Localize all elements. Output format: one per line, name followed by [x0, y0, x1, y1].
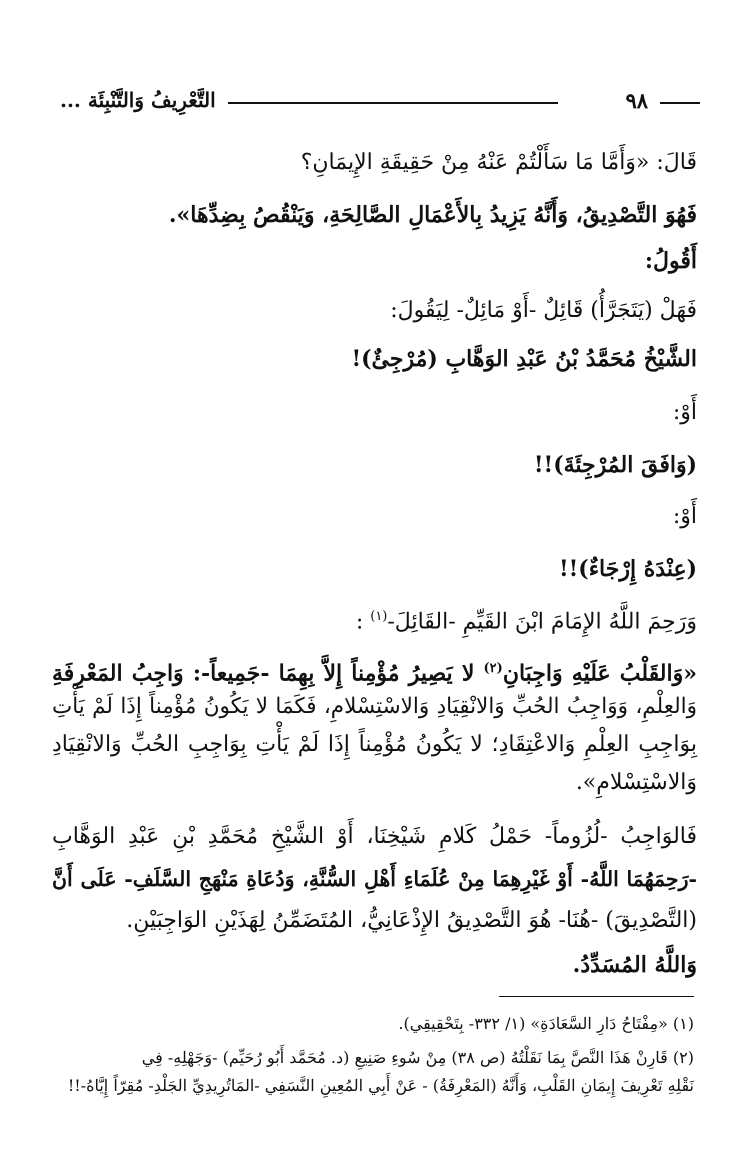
text-line-18: وَاللَّهُ المُسَدِّدُ.	[572, 952, 697, 978]
text-line-7: (وَافَقَ المُرْجِئَةَ)!!	[533, 452, 697, 478]
text-line-2: فَهُوَ التَّصْدِيقُ، وَأَنَّهُ يَزِيدُ بِالأَعْمَالِ الصَّالِحَةِ، وَيَنْقُصُ بِضِدِّهَا».	[168, 202, 697, 228]
text-line-4: فَهَلْ (يَتَجَرَّأُ) قَائِلٌ -أَوْ مَائِلٌ- لِيَقُولَ:	[390, 298, 697, 323]
header-lead-rule	[660, 102, 700, 104]
footnote-ref-1[interactable]: (١)	[370, 609, 388, 624]
text-line-3: أَقُولُ:	[644, 248, 697, 274]
running-header	[60, 88, 700, 118]
text-line-16: -رَحِمَهُمَا اللَّهُ- أَوْ غَيْرِهِمَا مِنْ عُلَمَاءِ أَهْلِ السُّنَّةِ، وَدُعَاةِ مَنْهَجِ السَّلَفِ- عَلَى أَنَّ	[52, 867, 697, 891]
line-10-end: :	[355, 609, 371, 635]
footnote-2-line-2: نَقْلِهِ تَعْرِيفَ إِيمَانِ القَلْبِ، وَأَنَّهُ (المَعْرِفَةُ) - عَنْ أَبِي المُعِينِ النَّسَفِي -المَاتُرِيدِيِّ الجَلْدِ- مُقِرّاً إِيَّاهُ-!!	[67, 1076, 694, 1095]
running-title: التَّعْرِيفُ وَالتَّنْبِئَة ...	[60, 88, 216, 112]
footnote-2-line-1: (٢) قَارِنْ هَذَا النَّصَّ بِمَا نَقَلْتُهُ (ص ٣٨) مِنْ سُوءِ صَنِيعِ (د. مُحَمَّد أَبُو رُحَيِّم) -وَجَهْلِهِ- فِي	[141, 1048, 694, 1067]
line-10-text: وَرَحِمَ اللَّهُ الإِمَامَ ابْنَ القَيِّمِ -القَائِلَ-	[387, 609, 697, 635]
text-line-10	[52, 602, 697, 637]
footnote-1: (١) «مِفْتَاحُ دَارِ السَّعَادَةِ» (١/ ٣٣٢- بِتَحْقِيقِي).	[398, 1014, 694, 1033]
line-11-start: «وَالقَلْبُ عَلَيْهِ وَاجِبَانِ	[502, 660, 697, 687]
text-line-17: (التَّصْدِيقَ) -هُنَا- هُوَ التَّصْدِيقُ الإِذْعَانِيُّ، المُتَضَمِّنُ لِهَذَيْنِ الوَاجِبَيْنِ.	[126, 908, 697, 933]
text-line-1: قَالَ: «وَأَمَّا مَا سَأَلْتُمْ عَنْهُ مِنْ حَقِيقَةِ الإِيمَانِ؟	[300, 150, 697, 175]
text-line-6: أَوْ:	[672, 400, 697, 425]
footnote-ref-2[interactable]: (٢)	[483, 661, 503, 676]
text-line-5: الشَّيْخُ مُحَمَّدُ بْنُ عَبْدِ الوَهَّابِ (مُرْجِئٌ)!	[351, 346, 697, 372]
text-line-9: (عِنْدَهُ إِرْجَاءٌ)!!	[558, 556, 697, 582]
header-rule	[228, 102, 558, 104]
line-11-rest: لا يَصِيرُ مُؤْمِناً إِلاَّ بِهِمَا -جَمِيعاً-: وَاجِبُ المَعْرِفَةِ	[52, 660, 484, 687]
text-line-8: أَوْ:	[672, 504, 697, 529]
text-line-11	[52, 654, 697, 688]
footnote-separator	[499, 996, 694, 997]
text-line-15: فَالوَاجِبُ -لُزُوماً- حَمْلُ كَلامِ شَيْخِنَا، أَوْ الشَّيْخِ مُحَمَّدِ بْنِ عَبْدِ الوَهَّابِ	[52, 824, 697, 849]
page-number: ٩٨	[625, 88, 648, 113]
text-line-12: وَالعِلْمِ، وَوَاجِبُ الحُبِّ وَالانْقِيَادِ وَالاسْتِسْلامِ، فَكَمَا لا يَكُونُ مُؤْمِناً إِذَا لَمْ يَأْتِ	[52, 694, 697, 719]
text-line-14: وَالاسْتِسْلامِ».	[575, 770, 697, 795]
text-line-13: بِوَاجِبِ العِلْمِ وَالاعْتِقَادِ؛ لا يَكُونُ مُؤْمِناً إِذَا لَمْ يَأْتِ بِوَاجِبِ الحُبِّ وَالانْقِيَادِ	[52, 732, 697, 757]
